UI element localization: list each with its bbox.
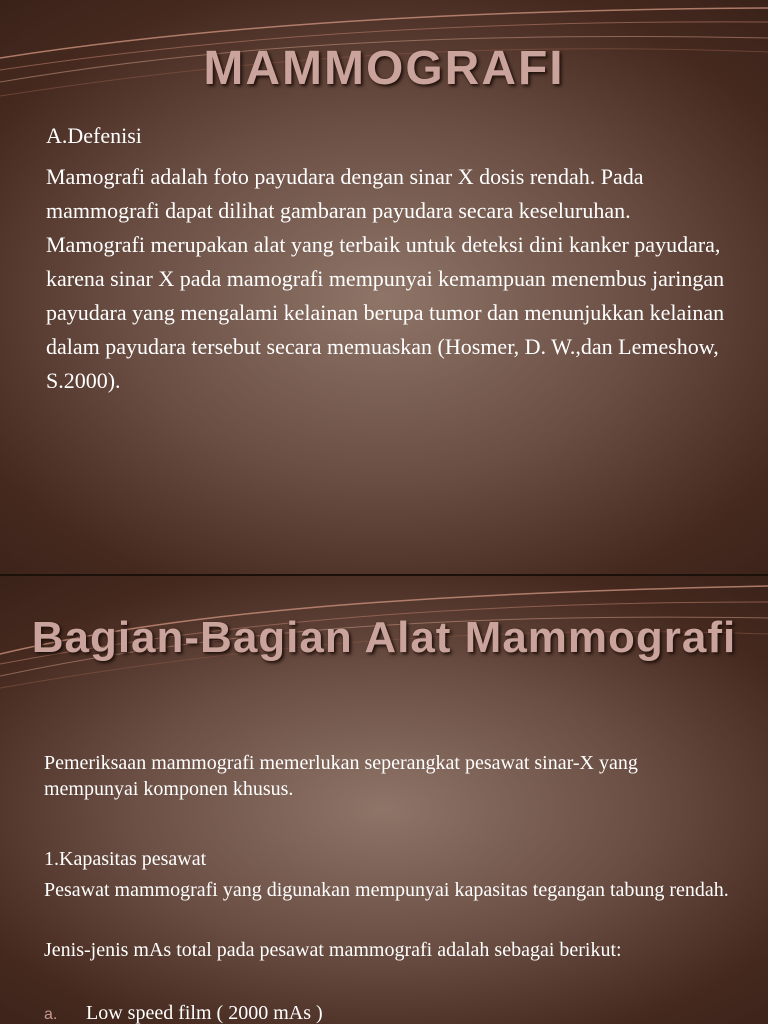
slide-2-intro: Pemeriksaan mammografi memerlukan seperangkat pesawat sinar-X yang mempunyai komponen khusus. — [44, 752, 638, 800]
slide-1-paragraph: Mamografi adalah foto payudara dengan sinar X dosis rendah. Pada mammografi dapat dilihat gambaran payudara secara keseluruhan. Mamografi merupakan alat yang terbaik untuk deteksi dini kanker payudara, karena sinar X pada mamografi mempunyai kemampuan menembus jaringan payudara yang mengalami kelainan berupa tumor dan menunjukkan kelainan dalam payudara tersebut secara memuaskan (Hosmer, D. W.,dan Lemeshow, S.2000). — [46, 164, 725, 393]
slide-2-list — [44, 1000, 734, 1024]
slide-1-title: MAMMOGRAFI — [203, 42, 565, 95]
slide-1-heading: A.Defenisi — [46, 123, 142, 148]
list-item-text: Low speed film ( 2000 mAs ) — [86, 1002, 323, 1024]
slide-2-paragraph-2: Jenis-jenis mAs total pada pesawat mammografi adalah sebagai berikut: — [44, 939, 622, 961]
list-item — [44, 1000, 734, 1024]
slide-2-paragraph-1: Pesawat mammografi yang digunakan mempunyai kapasitas tegangan tabung rendah. — [44, 879, 729, 901]
slide-2-title: Bagian-Bagian Alat Mammografi — [31, 613, 737, 662]
slide-2-heading: 1.Kapasitas pesawat — [44, 848, 207, 870]
list-marker: a. — [44, 1006, 58, 1023]
slide-2 — [0, 576, 768, 1024]
